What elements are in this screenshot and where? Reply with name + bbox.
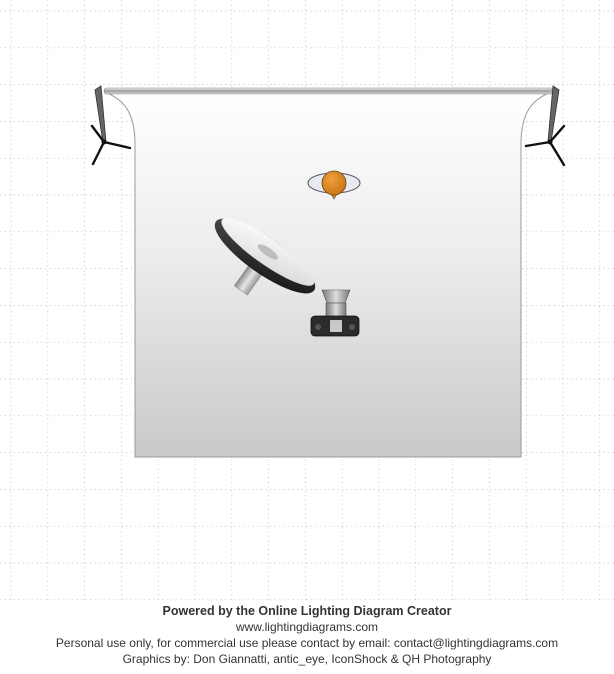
footer xyxy=(0,603,614,667)
powered-by-text: Powered by the Online Lighting Diagram Creator xyxy=(162,604,452,618)
paper-backdrop-icon[interactable] xyxy=(104,88,554,457)
website-link[interactable]: www.lightingdiagrams.com xyxy=(235,620,379,634)
license-text: Personal use only, for commercial use please contact by email: contact@lightingdiagrams.com xyxy=(55,636,559,650)
credits-text: Graphics by: Don Giannatti, antic_eye, IconShock & QH Photography xyxy=(122,652,492,666)
